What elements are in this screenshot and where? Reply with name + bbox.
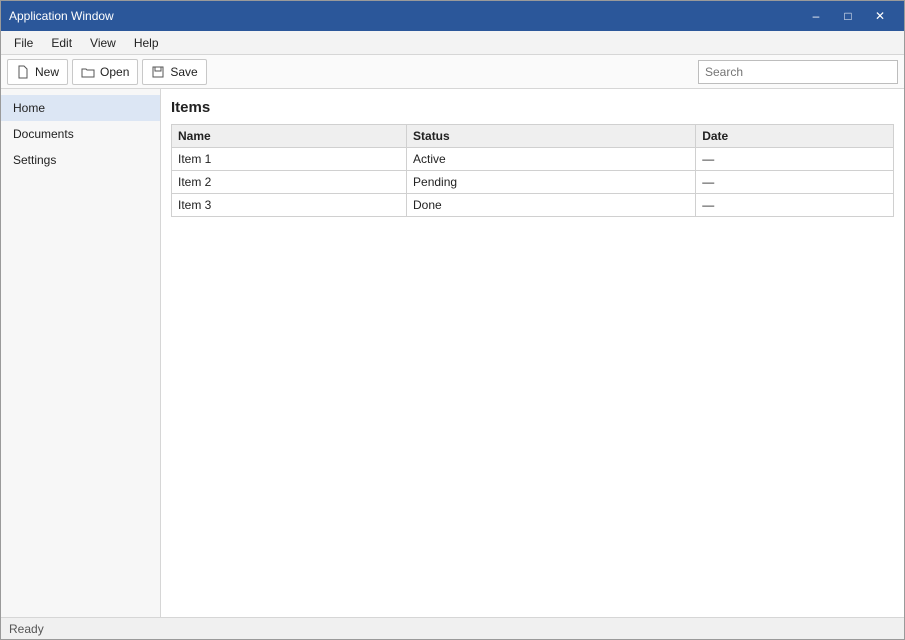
open-button-label: Open bbox=[100, 64, 130, 79]
table-row[interactable] bbox=[172, 148, 894, 171]
items-table bbox=[171, 124, 894, 217]
menu-edit[interactable]: Edit bbox=[51, 35, 73, 50]
save-icon bbox=[151, 65, 165, 79]
save-button[interactable] bbox=[142, 59, 206, 85]
folder-icon bbox=[81, 65, 95, 79]
title-bar[interactable] bbox=[1, 1, 904, 31]
toolbar bbox=[1, 55, 904, 89]
table-row[interactable] bbox=[172, 171, 894, 194]
menu-file[interactable]: File bbox=[14, 35, 34, 50]
new-button-label: New bbox=[35, 64, 60, 79]
table-cell: Active bbox=[407, 148, 696, 171]
open-button[interactable] bbox=[72, 59, 138, 85]
sidebar-item-documents[interactable]: Documents bbox=[13, 127, 74, 141]
table-cell: Pending bbox=[407, 171, 696, 194]
column-header[interactable]: Status bbox=[407, 125, 696, 148]
table-header-row bbox=[172, 125, 894, 148]
new-button[interactable] bbox=[7, 59, 68, 85]
table-cell: Item 3 bbox=[172, 194, 407, 217]
page-title: Items bbox=[171, 99, 211, 116]
status-text: Ready bbox=[9, 621, 44, 636]
column-header[interactable]: Name bbox=[172, 125, 407, 148]
minimize-icon[interactable]: – bbox=[812, 9, 820, 23]
table-cell: Done bbox=[407, 194, 696, 217]
table-cell: Item 2 bbox=[172, 171, 407, 194]
sidebar bbox=[1, 89, 161, 617]
sidebar-item-settings[interactable]: Settings bbox=[13, 153, 57, 167]
column-header[interactable]: Date bbox=[696, 125, 894, 148]
table-cell: — bbox=[696, 148, 894, 171]
menu-help[interactable]: Help bbox=[133, 35, 159, 50]
search-input[interactable] bbox=[698, 60, 898, 84]
content-panel bbox=[161, 89, 904, 617]
window-title: Application Window bbox=[9, 9, 114, 23]
menu-view[interactable]: View bbox=[90, 35, 116, 50]
menu-bar bbox=[1, 31, 904, 55]
table-row[interactable] bbox=[172, 194, 894, 217]
maximize-icon[interactable]: □ bbox=[844, 9, 852, 23]
sidebar-item-home[interactable]: Home bbox=[1, 95, 160, 121]
close-icon[interactable]: ✕ bbox=[874, 9, 886, 23]
new-file-icon bbox=[16, 65, 30, 79]
table-cell: — bbox=[696, 171, 894, 194]
table-cell: — bbox=[696, 194, 894, 217]
save-button-label: Save bbox=[170, 64, 198, 79]
status-bar bbox=[1, 617, 904, 639]
table-cell: Item 1 bbox=[172, 148, 407, 171]
main-area bbox=[1, 89, 904, 617]
